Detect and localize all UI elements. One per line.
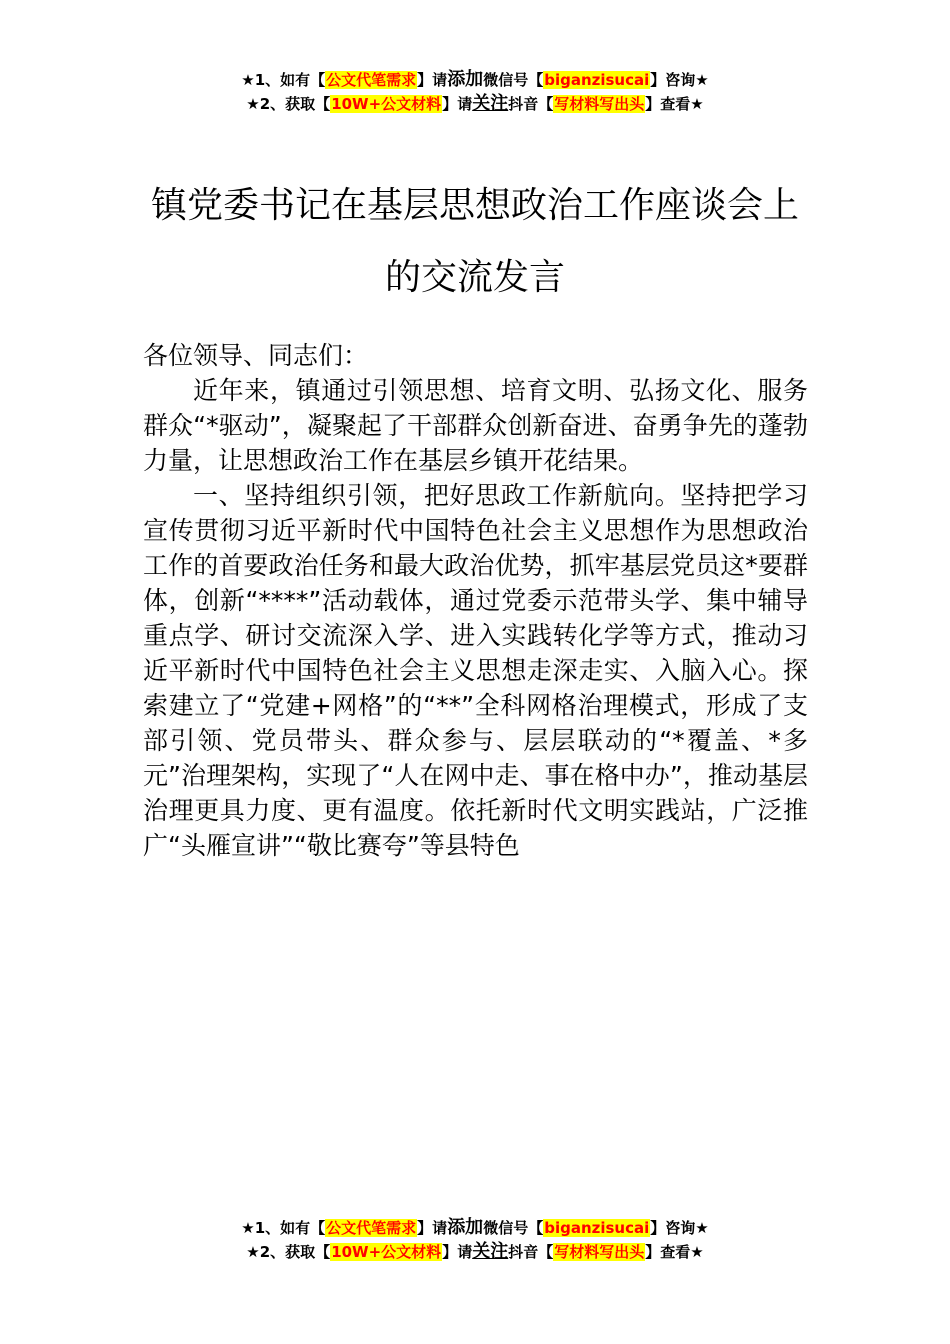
banner-line-2 [0,92,950,116]
document-title [130,170,820,314]
banner-text: 】咨询★ [650,1219,709,1237]
banner-text: 】查看★ [645,95,704,113]
title-line-2: 的交流发言 [384,257,565,298]
banner-text: ★1、如有【 [241,1219,326,1237]
salutation: 各位领导、同志们： [143,341,369,370]
banner-text: 微信号【 [483,71,544,89]
title-line-1: 镇党委书记在基层思想政治工作座谈会上 [150,185,799,226]
banner-text: ★2、获取【 [246,1243,331,1261]
banner-text: 】请 [442,95,473,113]
banner-highlight: biganzisucai [544,1219,650,1237]
banner-highlight: 写材料写出头 [554,95,645,113]
banner-highlight: 公文代笔需求 [326,71,417,89]
banner-text: 抖音【 [508,95,554,113]
paragraph-intro: 近年来，镇通过引领思想、培育文明、弘扬文化、服务群众“*驱动”，凝聚起了干部群众创新奋进、奋勇争先的蓬勃力量，让思想政治工作在基层乡镇开花结果。 [143,376,808,475]
document-body [143,338,808,863]
banner-text: 微信号【 [483,1219,544,1237]
banner-line-2 [0,1240,950,1264]
banner-text: 】请 [417,1219,448,1237]
banner-emphasis: 添加 [447,69,484,90]
banner-text: 】查看★ [645,1243,704,1261]
banner-emphasis: 关注 [472,93,509,114]
banner-highlight: 写材料写出头 [554,1243,645,1261]
paragraph-section-1: 一、坚持组织引领，把好思政工作新航向。坚持把学习宣传贯彻习近平新时代中国特色社会主义思想作为思想政治工作的首要政治任务和最大政治优势，抓牢基层党员这*要群体，创新“****”活动载体，通过党委示范带头学、集中辅导重点学、研讨交流深入学、进入实践转化学等方式，推动习近平新时代中国特色社会主义思想走深走实、入脑入心。探索建立了“党建+网格”的“**”全科网格治理模式，形成了支部引领、党员带头、群众参与、层层联动的“*覆盖、*多元”治理架构，实现了“人在网中走、事在格中办”，推动基层治理更具力度、更有温度。依托新时代文明实践站，广泛推广“头雁宣讲”“敬比赛夸”等县特色 [143,481,808,860]
header-banner [0,68,950,116]
banner-text: 抖音【 [508,1243,554,1261]
banner-emphasis: 关注 [472,1241,509,1262]
banner-text: 】咨询★ [650,71,709,89]
banner-highlight: 10W+公文材料 [331,1243,442,1261]
footer-banner [0,1216,950,1264]
banner-text: 】请 [442,1243,473,1261]
banner-text: ★2、获取【 [246,95,331,113]
banner-line-1 [0,68,950,92]
banner-highlight: biganzisucai [544,71,650,89]
banner-highlight: 10W+公文材料 [331,95,442,113]
banner-emphasis: 添加 [447,1217,484,1238]
banner-line-1 [0,1216,950,1240]
banner-text: ★1、如有【 [241,71,326,89]
banner-highlight: 公文代笔需求 [326,1219,417,1237]
banner-text: 】请 [417,71,448,89]
